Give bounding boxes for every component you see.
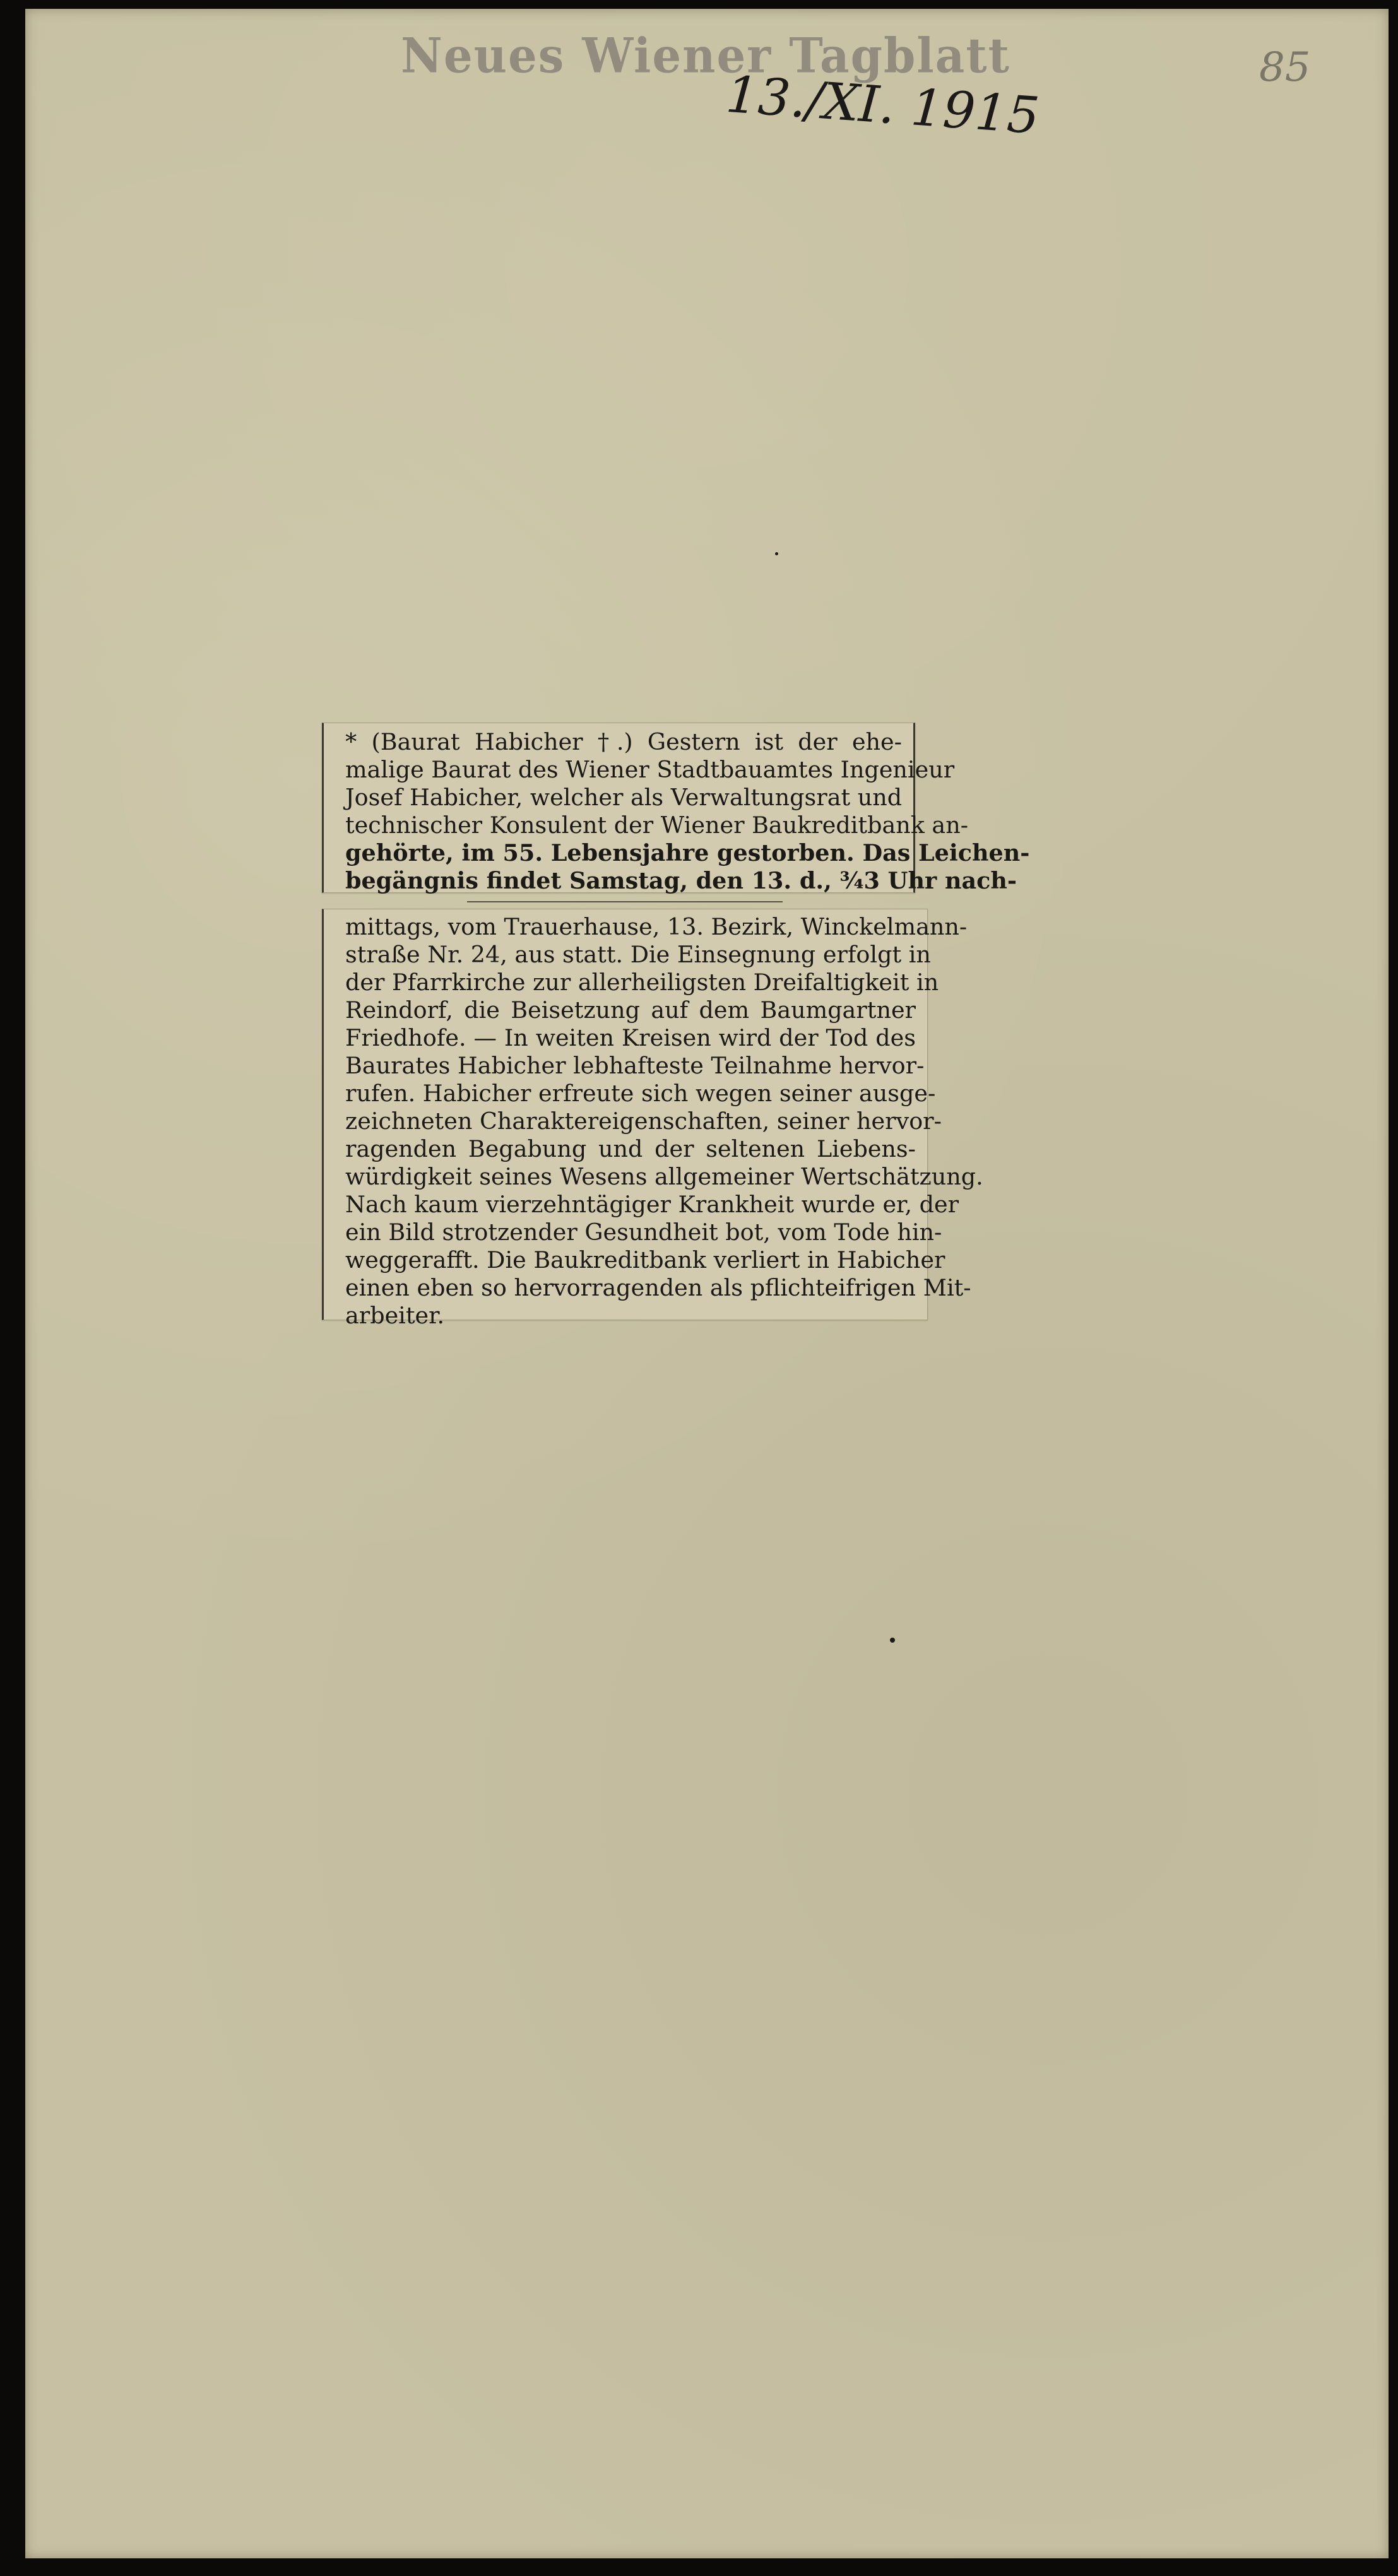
article-line: zeichneten Charaktereigenschaften, seiner hervor-: [345, 1108, 942, 1135]
article-line: * (Baurat Habicher †.) Gestern ist der ehe-: [345, 728, 902, 755]
handwritten-date: 13./XI. 1915: [724, 64, 1041, 146]
article-line: ein Bild strotzender Gesundheit bot, vom Tode hin-: [345, 1219, 942, 1246]
article-line: Reindorf, die Beisetzung auf dem Baumgartner: [345, 996, 916, 1024]
article-line: würdigkeit seines Wesens allgemeiner Wertschätzung.: [345, 1163, 983, 1190]
article-line: Friedhofe. — In weiten Kreisen wird der Tod des: [345, 1024, 916, 1051]
ink-speck: [775, 552, 778, 555]
folio-number: 85: [1259, 44, 1311, 91]
column-divider: [467, 901, 783, 902]
article-line: begängnis findet Samstag, den 13. d., ¾3 Uhr nach-: [345, 867, 1017, 894]
clipping-part-2: [322, 909, 983, 1329]
clipping-part-1: [322, 723, 1030, 894]
article-line: malige Baurat des Wiener Stadtbauamtes Ingenieur: [345, 756, 955, 783]
article-line: weggerafft. Die Baukreditbank verliert in Habicher: [345, 1246, 945, 1273]
article-line: Nach kaum vierzehntägiger Krankheit wurde er, der: [345, 1191, 959, 1218]
article-line: arbeiter.: [345, 1302, 445, 1329]
article-line: Josef Habicher, welcher als Verwaltungsrat und: [345, 784, 903, 811]
article-line: ragenden Begabung und der seltenen Liebens-: [345, 1135, 916, 1162]
article-line: rufen. Habicher erfreute sich wegen seiner ausge-: [345, 1080, 936, 1107]
ink-speck: [890, 1638, 895, 1643]
article-line: der Pfarrkirche zur allerheiligsten Dreifaltigkeit in: [345, 969, 939, 996]
article-line: gehörte, im 55. Lebensjahre gestorben. Das Leichen-: [345, 839, 1030, 866]
newspaper-stamp: Neues Wiener Tagblatt: [401, 27, 1010, 84]
article-line: technischer Konsulent der Wiener Baukreditbank an-: [345, 812, 969, 839]
article-line: Baurates Habicher lebhafteste Teilnahme hervor-: [345, 1052, 925, 1079]
article-line: einen eben so hervorragenden als pflichteifrigen Mit-: [345, 1274, 971, 1301]
article-line: mittags, vom Trauerhause, 13. Bezirk, Winckelmann-: [345, 913, 968, 940]
article-line: straße Nr. 24, aus statt. Die Einsegnung erfolgt in: [345, 941, 931, 968]
